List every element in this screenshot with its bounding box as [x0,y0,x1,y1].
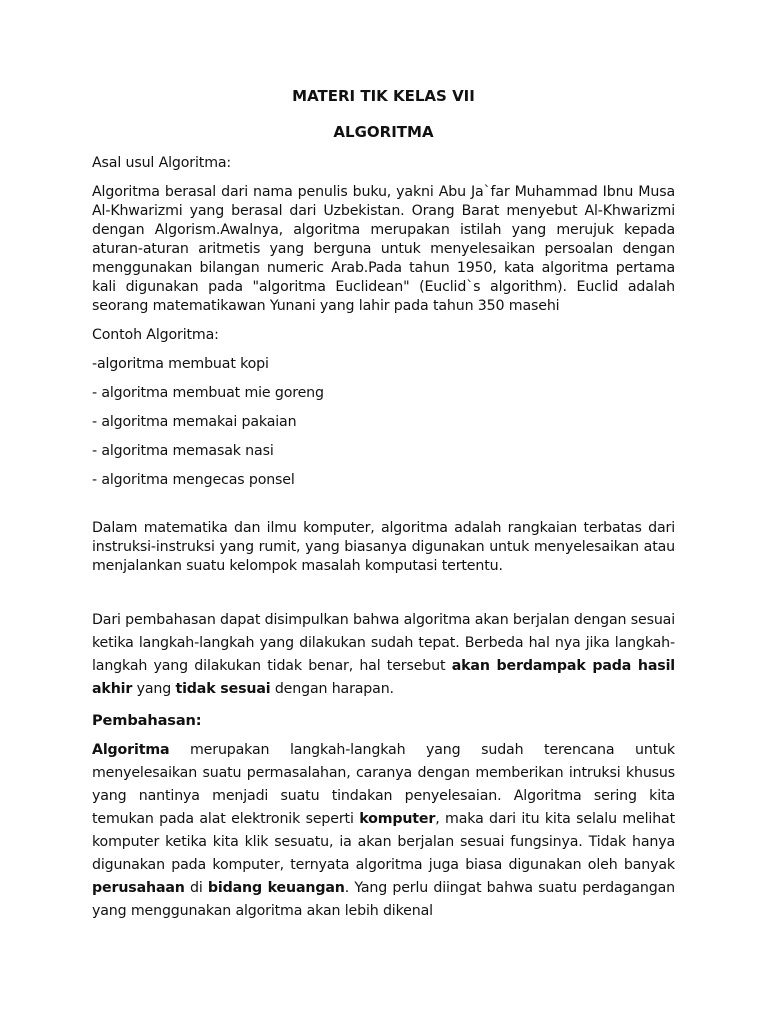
conclusion-text: yang [132,681,176,697]
discussion-text: merupakan langkah-langkah yang sudah terencana untuk menyelesaikan suatu permasalahan, caranya dengan memberikan intruksi khusus yang nantinya menjadi suatu tindakan penyelesaian. Algoritma sering kita temukan pada alat elektronik seperti [92,742,675,827]
conclusion-text: dengan harapan. [270,681,394,697]
conclusion-paragraph [92,609,675,701]
example-item: - algoritma memakai pakaian [92,414,297,430]
example-item: - algoritma memasak nasi [92,443,274,459]
discussion-emphasis: komputer [359,811,436,827]
conclusion-emphasis: tidak sesuai [175,681,271,697]
discussion-heading: Pembahasan: [92,712,202,729]
discussion-text: . Yang perlu diingat bahwa suatu perdagangan yang menggunakan algoritma akan lebih dikenal [92,880,676,919]
origin-heading: Asal usul Algoritma: [92,155,232,171]
discussion-emphasis: perusahaan [92,880,185,896]
discussion-text: di [184,880,208,896]
discussion-emphasis: bidang keuangan [207,880,345,896]
example-item: - algoritma mengecas ponsel [92,472,295,488]
discussion-text: , maka dari itu kita selalu melihat komputer ketika kita klik sesuatu, ia akan berjalan sesuai fungsinya. Tidak hanya digunakan pada komputer, ternyata algoritma juga biasa digunakan oleh banyak [92,811,675,873]
document-title: MATERI TIK KELAS VII [292,87,475,105]
example-item: - algoritma membuat mie goreng [92,385,324,401]
discussion-emphasis: Algoritma [92,742,170,758]
conclusion-emphasis: akan berdampak pada hasil akhir [92,658,675,697]
examples-heading: Contoh Algoritma: [92,327,219,343]
discussion-paragraph [92,739,675,923]
origin-paragraph: Algoritma berasal dari nama penulis buku, yakni Abu Ja`far Muhammad Ibnu Musa Al-Khwarizmi yang berasal dari Uzbekistan. Orang Barat menyebut Al-Khwarizmi dengan Algorism.Awalnya, algoritma merupakan istilah yang merujuk kepada aturan-aturan aritmetis yang berguna untuk menyelesaikan persoalan dengan menggunakan bilangan numeric Arab.Pada tahun 1950, kata algoritma pertama kali digunakan pada "algoritma Euclidean" (Euclid`s algorithm). Euclid adalah seorang matematikawan Yunani yang lahir pada tahun 350 masehi [92,184,675,314]
example-item: -algoritma membuat kopi [92,356,269,372]
conclusion-text: Dari pembahasan dapat disimpulkan bahwa algoritma akan berjalan dengan sesuai ketika langkah-langkah yang dilakukan sudah tepat. Berbeda hal nya jika langkah-langkah yang dilakukan tidak benar, hal tersebut [92,612,676,674]
definition-paragraph: Dalam matematika dan ilmu komputer, algoritma adalah rangkaian terbatas dari instruksi-instruksi yang rumit, yang biasanya digunakan untuk menyelesaikan atau menjalankan suatu kelompok masalah komputasi tertentu. [92,520,675,574]
document-page [92,86,675,933]
document-subtitle: ALGORITMA [333,123,434,141]
